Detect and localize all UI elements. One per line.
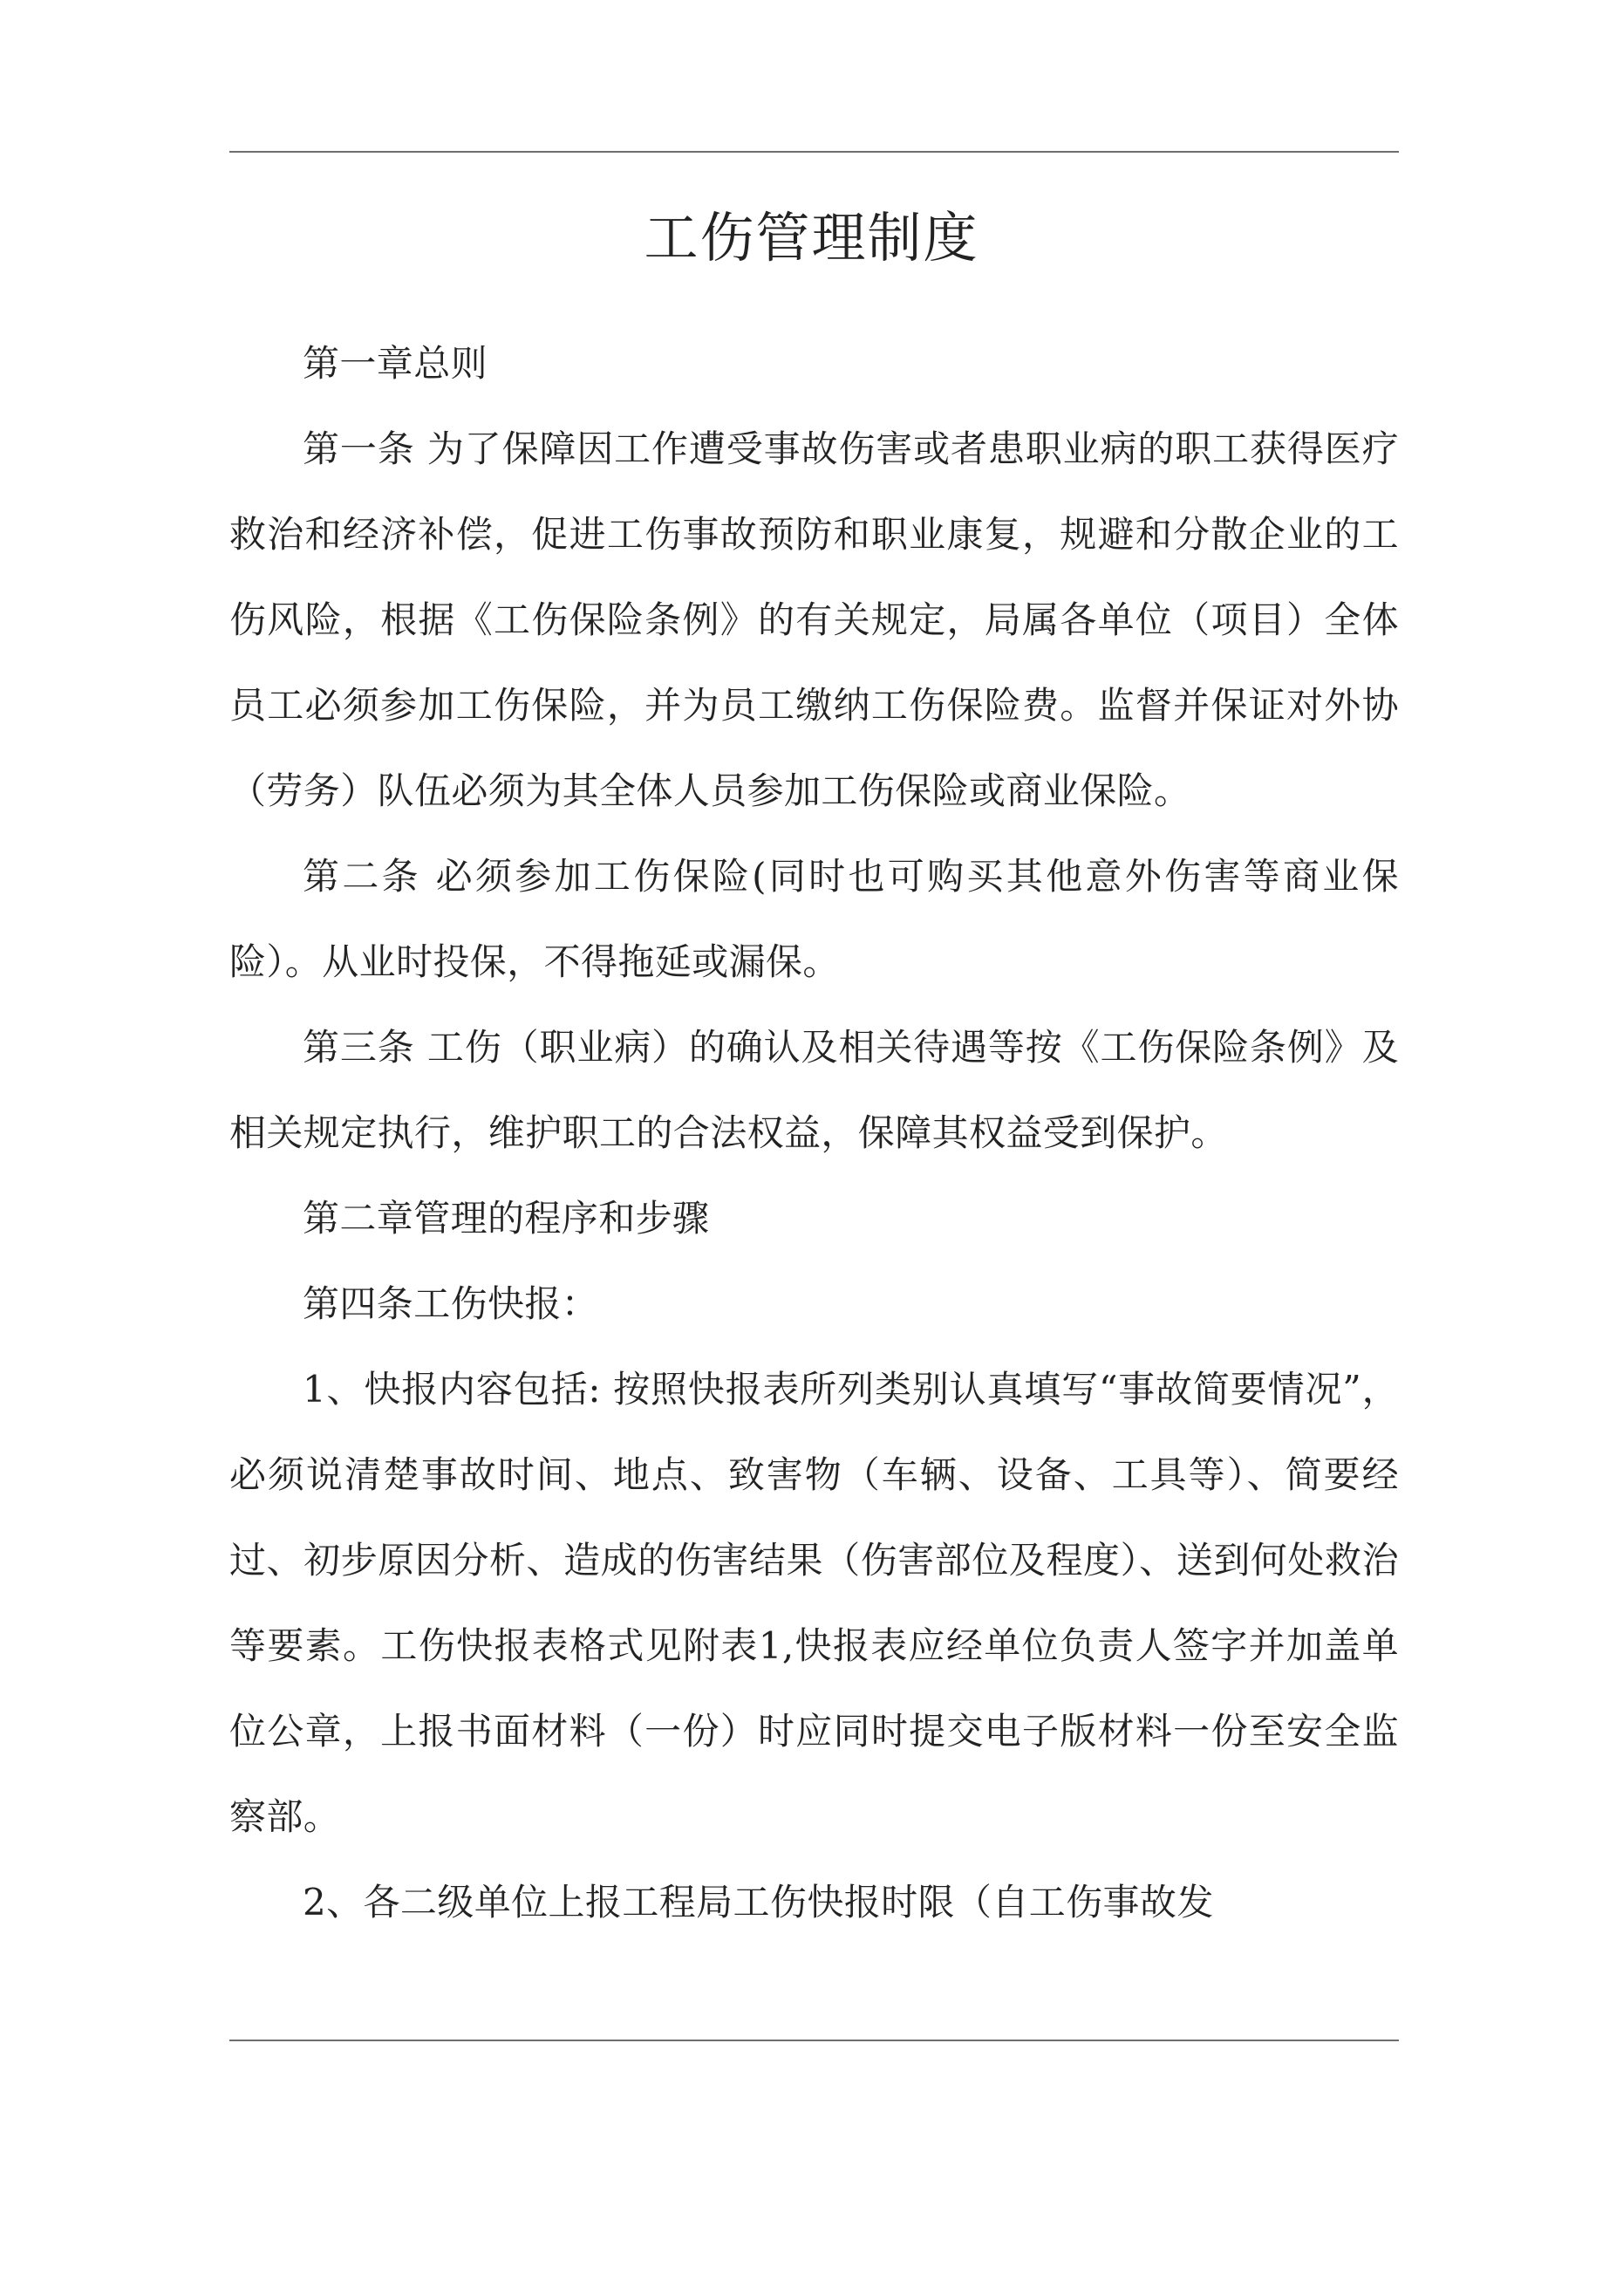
chapter-heading: 第一章总则 bbox=[303, 342, 488, 385]
header-rule bbox=[229, 151, 1399, 153]
paragraph: 1、快报内容包括: 按照快报表所列类别认真填写“事故简要情况”，必须说清楚事故时间、地点、致害物（车辆、设备、工具等）、简要经过、初步原因分析、造成的伤害结果（伤害部位及程度）、送到何处救治等要素。工伤快报表格式见附表1,快报表应经单位负责人签字并加盖单位公章，上报书面材料（一份）时应同时提交电子版材料一份至安全监察部。 bbox=[229, 1368, 1399, 1838]
paragraph: 第三条 工伤（职业病）的确认及相关待遇等按《工伤保险条例》及相关规定执行，维护职工的合法权益，保障其权益受到保护。 bbox=[229, 1026, 1399, 1154]
document-title: 工伤管理制度 bbox=[644, 206, 979, 270]
footer-rule bbox=[229, 2040, 1399, 2041]
paragraph: 2、各二级单位上报工程局工伤快报时限（自工伤事故发 bbox=[303, 1881, 1214, 1924]
paragraph: 第一条 为了保障因工作遭受事故伤害或者患职业病的职工获得医疗救治和经济补偿，促进工伤事故预防和职业康复，规避和分散企业的工伤风险，根据《工伤保险条例》的有关规定，局属各单位（项目）全体员工必须参加工伤保险，并为员工缴纳工伤保险费。监督并保证对外协（劳务）队伍必须为其全体人员参加工伤保险或商业保险。 bbox=[229, 427, 1399, 812]
paragraph: 第四条工伤快报： bbox=[303, 1282, 599, 1325]
document-body bbox=[229, 321, 1399, 1945]
chapter-heading: 第二章管理的程序和步骤 bbox=[303, 1197, 710, 1240]
paragraph: 第二条 必须参加工伤保险(同时也可购买其他意外伤害等商业保险）。从业时投保，不得拖延或漏保。 bbox=[229, 855, 1399, 983]
